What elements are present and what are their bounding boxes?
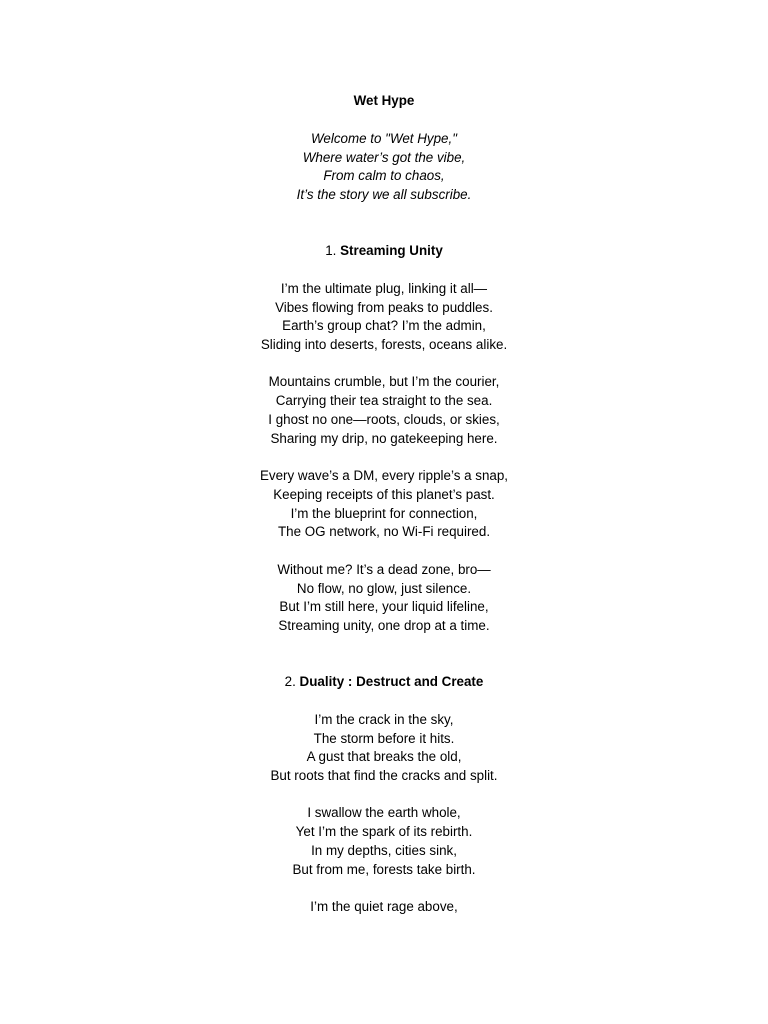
poem-line: Vibes flowing from peaks to puddles. <box>275 300 493 315</box>
poem-line: I swallow the earth whole, <box>307 805 461 820</box>
section-name: Streaming Unity <box>340 243 443 258</box>
poem-line: I ghost no one—roots, clouds, or skies, <box>268 412 500 427</box>
poem-line: Mountains crumble, but I’m the courier, <box>268 374 500 389</box>
poem-line: But I’m still here, your liquid lifeline, <box>279 599 489 614</box>
poem-line: Streaming unity, one drop at a time. <box>278 618 490 633</box>
poem-line: The storm before it hits. <box>313 731 455 746</box>
poem-line: Every wave’s a DM, every ripple’s a snap, <box>259 468 509 483</box>
poem-line: Keeping receipts of this planet’s past. <box>273 487 495 502</box>
poem-line: In my depths, cities sink, <box>311 843 457 858</box>
intro-line: Welcome to "Wet Hype," <box>311 131 457 146</box>
poem-line: I’m the ultimate plug, linking it all— <box>280 281 488 296</box>
intro-line: It’s the story we all subscribe. <box>296 187 472 202</box>
poem-line: Sliding into deserts, forests, oceans alike. <box>260 337 508 352</box>
poem-line: Yet I’m the spark of its rebirth. <box>295 824 473 839</box>
section-name: Duality : Destruct and Create <box>299 674 484 689</box>
poem-line: I’m the blueprint for connection, <box>290 506 478 521</box>
poem-line: I’m the quiet rage above, <box>310 899 458 914</box>
intro-line: Where water’s got the vibe, <box>302 150 466 165</box>
poem-title: Wet Hype <box>353 93 415 108</box>
poem-line: Earth’s group chat? I’m the admin, <box>282 318 486 333</box>
poem-line: Without me? It’s a dead zone, bro— <box>277 562 491 577</box>
poem-line: Carrying their tea straight to the sea. <box>275 393 493 408</box>
poem-line: No flow, no glow, just silence. <box>296 581 472 596</box>
poem-line: But from me, forests take birth. <box>292 862 476 877</box>
section-heading <box>0 242 768 260</box>
poem-line: The OG network, no Wi-Fi required. <box>277 524 491 539</box>
poem-line: Sharing my drip, no gatekeeping here. <box>270 431 498 446</box>
intro-line: From calm to chaos, <box>323 168 445 183</box>
section-number: 2. <box>284 674 296 689</box>
section-number: 1. <box>325 243 337 258</box>
poem-line: A gust that breaks the old, <box>306 749 462 764</box>
poem-line: I’m the crack in the sky, <box>314 712 454 727</box>
poem-line: But roots that find the cracks and split. <box>270 768 498 783</box>
section-heading <box>0 673 768 691</box>
